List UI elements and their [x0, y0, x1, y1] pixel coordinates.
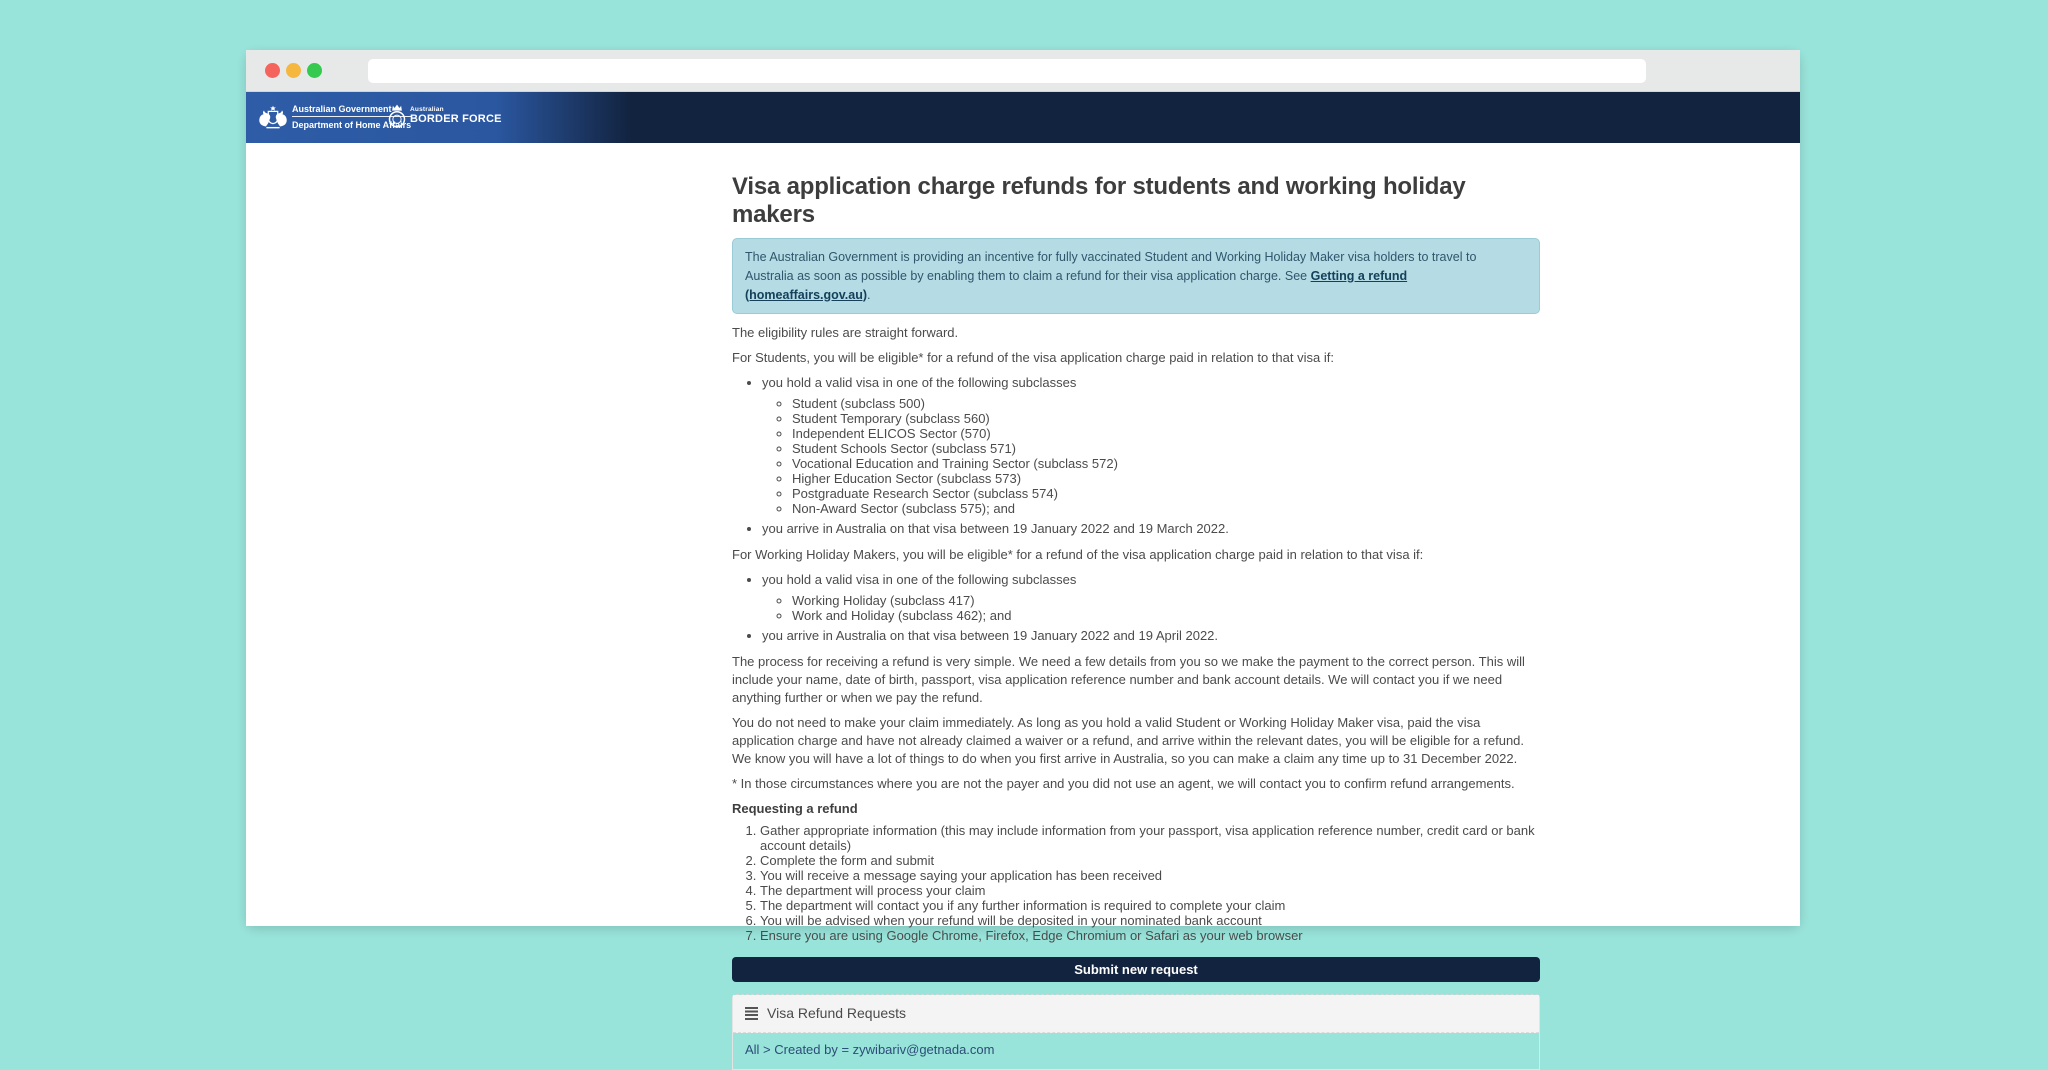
whm-intro-paragraph: For Working Holiday Makers, you will be eligible* for a refund of the visa application charge paid in relation to that visa if:: [732, 547, 1424, 563]
students-subclass-list: [762, 396, 1540, 516]
submit-new-request-button[interactable]: Submit new request: [732, 957, 1540, 982]
border-force-logo-text: [410, 106, 502, 125]
process-paragraph: The process for receiving a refund is very simple. We need a few details from you so we make the payment to the correct person. This will include your name, date of birth, passport, visa application reference number and bank account details. We will contact you if we need anything further or when we pay the refund.: [732, 654, 1525, 705]
claim-paragraph: You do not need to make your claim immediately. As long as you hold a valid Student or Working Holiday Maker visa, paid the visa application charge and have not already claimed a waiver or a refund, and arrive within the relevant dates, you will be eligible for a refund. We know you will have a lot of things to do when you first arrive in Australia, so you can make a claim any time up to 31 December 2022.: [732, 714, 1525, 766]
maximize-window-button[interactable]: [307, 63, 322, 78]
whm-bullet-arrive: • you arrive in Australia on that visa between 19 January 2022 and 19 April 2022.: [762, 627, 1540, 645]
close-window-button[interactable]: [265, 63, 280, 78]
notice-text-end: .: [867, 287, 871, 302]
info-notice-box: [732, 238, 1540, 314]
requesting-refund-heading: Requesting a refund: [732, 800, 858, 816]
notice-text: The Australian Government is providing an incentive for fully vaccinated Student and Working Holiday Maker visa holders to travel to Australia as soon as possible by enabling them to claim a refund for their visa application charge. See: [745, 250, 1477, 283]
refund-step-item: 1. Gather appropriate information (this may include information from your passport, visa application reference number, credit card or bank account details): [760, 823, 1540, 853]
student-subclass-item: ◦ Independent ELICOS Sector (570): [792, 426, 1540, 441]
abf-logo-line1: Australian: [410, 106, 444, 113]
student-subclass-item: ◦ Student (subclass 500): [792, 396, 1540, 411]
refund-step-item: 5. The department will contact you if any further information is required to complete your claim: [760, 898, 1540, 913]
whm-subclass-wrapper: [762, 593, 1540, 623]
minimize-window-button[interactable]: [286, 63, 301, 78]
student-subclass-item: ◦ Higher Education Sector (subclass 573): [792, 471, 1540, 486]
refund-step-item: 4. The department will process your claim: [760, 883, 1540, 898]
panel-header: [733, 995, 1539, 1033]
australian-coat-of-arms-icon: [256, 99, 290, 136]
whm-subclass-item: ◦ Working Holiday (subclass 417): [792, 593, 1540, 608]
gov-logo-line1: Australian Government: [292, 104, 411, 117]
student-subclass-item: ◦ Student Temporary (subclass 560): [792, 411, 1540, 426]
students-bullet-list: [732, 374, 1540, 538]
student-subclass-item: ◦ Postgraduate Research Sector (subclass 574): [792, 486, 1540, 501]
browser-chrome: [246, 50, 1800, 92]
intro-paragraph: The eligibility rules are straight forward.: [732, 325, 959, 341]
getting-a-refund-link[interactable]: Getting a refund (homeaffairs.gov.au): [745, 268, 1408, 302]
whm-subclass-list: [762, 593, 1540, 623]
whm-bullet-hold: • you hold a valid visa in one of the following subclasses: [762, 571, 1540, 589]
asterisk-note: * In those circumstances where you are not the payer and you did not use an agent, we will contact you to confirm refund arrangements.: [732, 775, 1515, 791]
student-subclass-item: ◦ Vocational Education and Training Sector (subclass 572): [792, 456, 1540, 471]
refund-step-item: 2. Complete the form and submit: [760, 853, 1540, 868]
whm-bullet-list: [732, 571, 1540, 645]
abf-logo-line2: BORDER FORCE: [410, 113, 502, 125]
site-header: [246, 92, 1800, 143]
url-bar[interactable]: [368, 59, 1646, 83]
students-bullet-arrive: • you arrive in Australia on that visa between 19 January 2022 and 19 March 2022.: [762, 520, 1540, 538]
students-subclass-wrapper: [762, 396, 1540, 516]
refund-step-item: 3. You will receive a message saying your application has been received: [760, 868, 1540, 883]
panel-title: Visa Refund Requests: [767, 1004, 907, 1021]
page-title: Visa application charge refunds for students and working holiday makers: [732, 173, 1466, 228]
main-content: [732, 143, 1540, 1070]
students-bullet-hold: • you hold a valid visa in one of the following subclasses: [762, 374, 1540, 392]
refund-step-item: 7. Ensure you are using Google Chrome, Firefox, Edge Chromium or Safari as your web browser: [760, 928, 1540, 943]
list-menu-icon[interactable]: [745, 1007, 758, 1020]
refund-steps-list: [732, 823, 1540, 943]
gov-logo-line2: Department of Home Affairs: [292, 120, 412, 130]
page-body: [246, 143, 1800, 1057]
browser-window: [246, 50, 1800, 1057]
refund-step-item: 6. You will be advised when your refund will be deposited in your nominated bank account: [760, 913, 1540, 928]
border-force-emblem-icon: [388, 101, 406, 133]
visa-refund-requests-panel: [732, 994, 1540, 1070]
student-subclass-item: ◦ Student Schools Sector (subclass 571): [792, 441, 1540, 456]
filter-breadcrumb[interactable]: All > Created by = zywibariv@getnada.com: [745, 1041, 995, 1057]
student-subclass-item: ◦ Non-Award Sector (subclass 575); and: [792, 501, 1540, 516]
whm-subclass-item: ◦ Work and Holiday (subclass 462); and: [792, 608, 1540, 623]
students-intro-paragraph: For Students, you will be eligible* for a refund of the visa application charge paid in relation to that visa if:: [732, 350, 1334, 366]
